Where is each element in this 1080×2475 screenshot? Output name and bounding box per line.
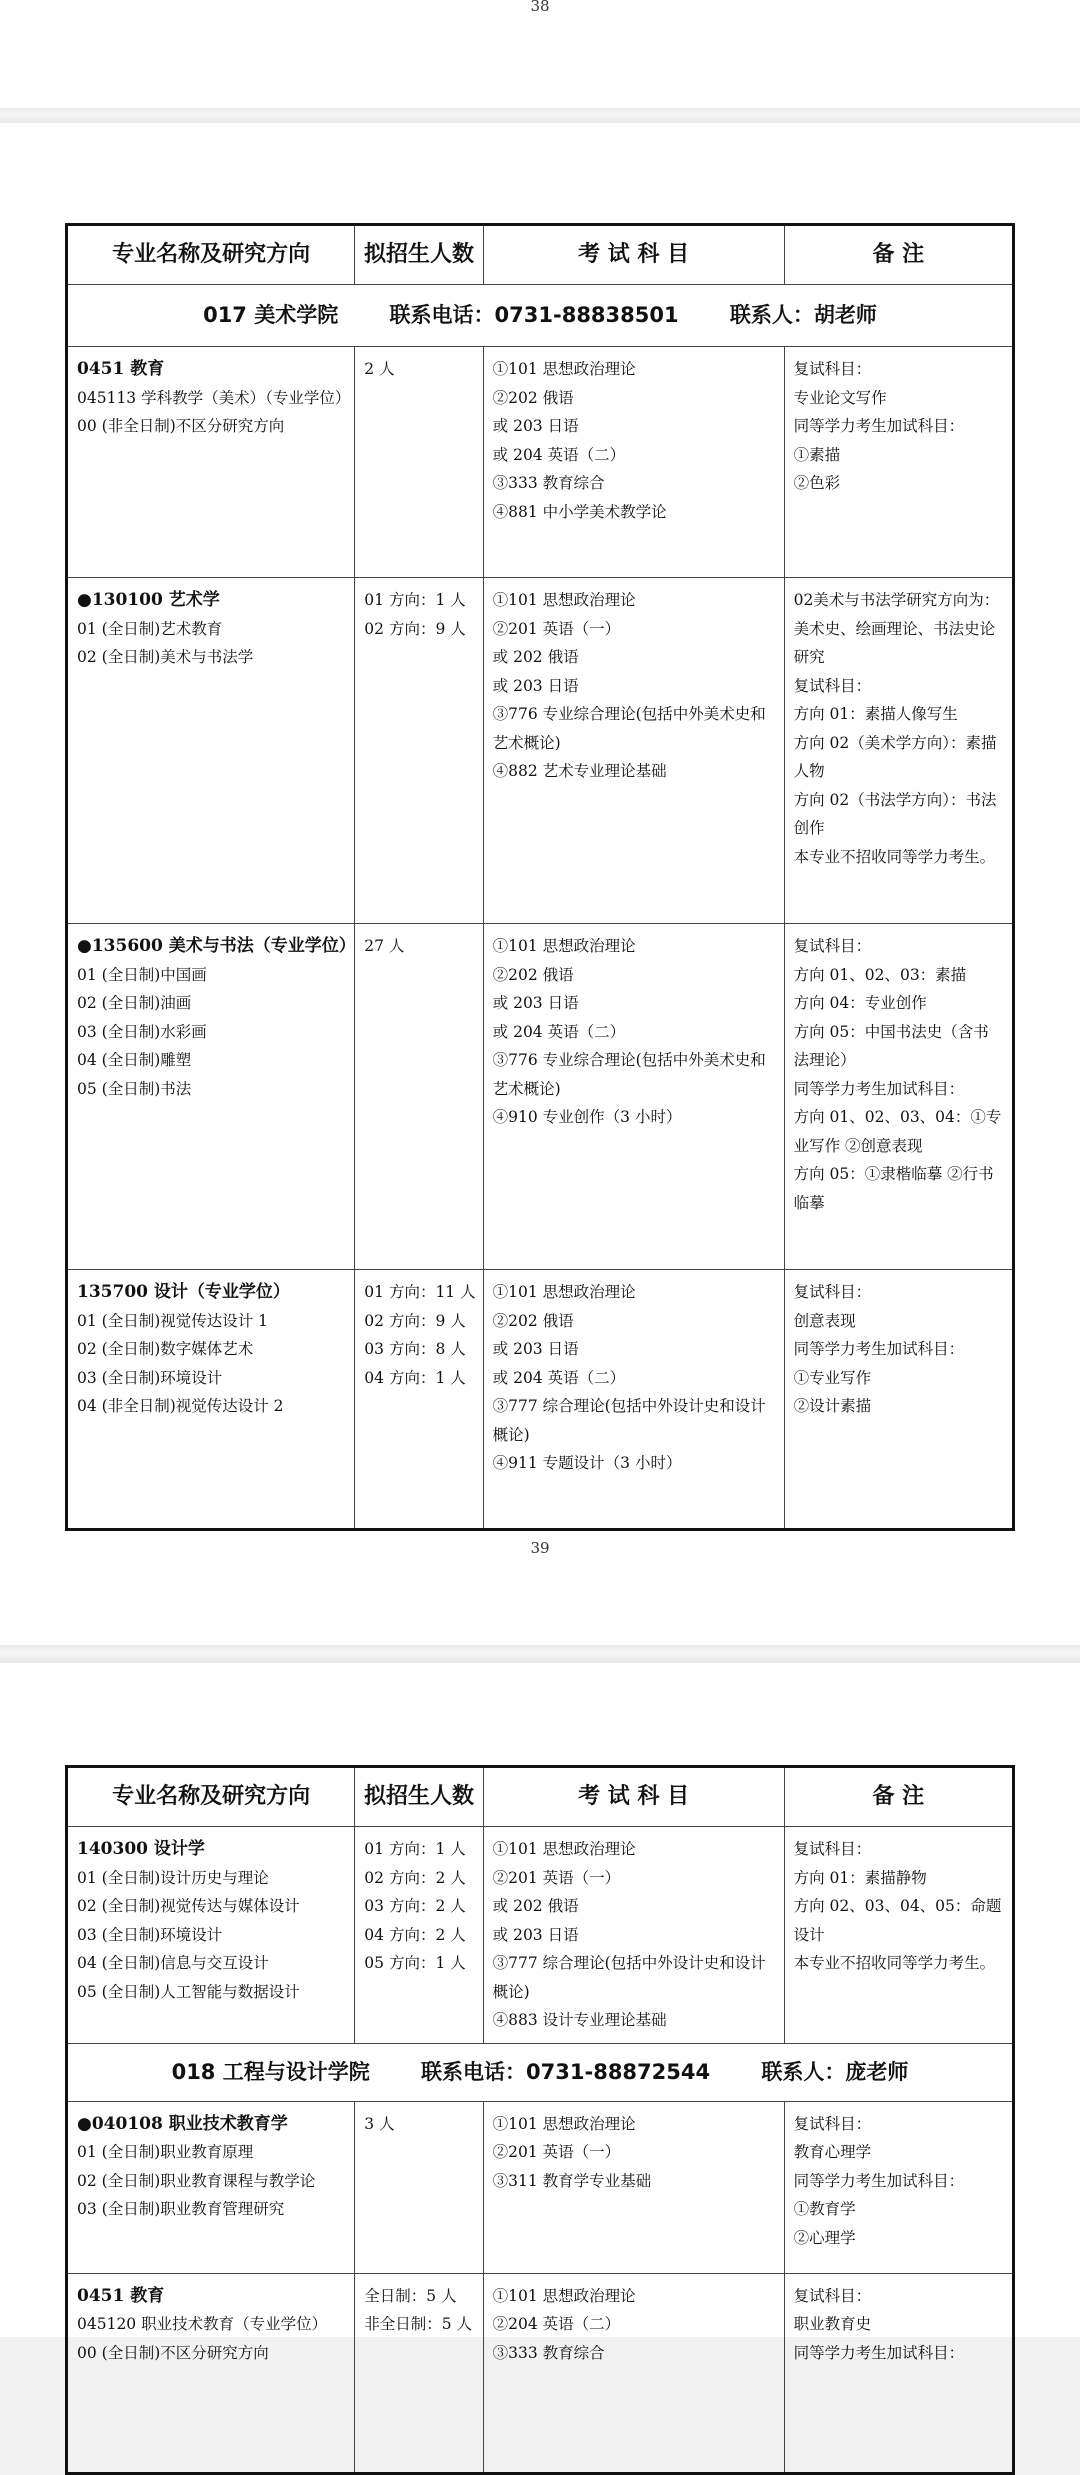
exam: ③777 综合理论(包括中外设计史和设计概论) (492, 1397, 766, 1444)
count: 01 方向：1 人 (364, 591, 466, 609)
college-phone: 联系电话：0731-88838501 (389, 303, 679, 328)
college-017 (67, 285, 1014, 347)
exam: ①101 思想政治理论 (492, 1840, 636, 1858)
note: 方向 04：专业创作 (793, 994, 927, 1012)
table-row (67, 2273, 1014, 2473)
note: 方向 01：素描静物 (793, 1868, 927, 1887)
exam: ③311 教育学专业基础 (492, 2171, 652, 2190)
direction: 04 (全日制)雕塑 (77, 1051, 192, 1069)
major-title: 0451 教育 (77, 359, 165, 379)
college-row (67, 2043, 1014, 2101)
header-count: 拟招生人数 (355, 1767, 483, 1827)
exam-cell (483, 1270, 784, 1530)
note: 方向 05：①隶楷临摹 ②行书临摹 (793, 1165, 994, 1212)
note: 方向 05：中国书法史（含书法理论） (793, 1022, 989, 1069)
exam: ④910 专业创作（3 小时） (492, 1108, 682, 1126)
notes-cell (784, 1270, 1013, 1530)
header-notes: 备 注 (784, 225, 1013, 285)
table-row (67, 347, 1014, 578)
note: 02美术与书法学研究方向为：美术史、绘画理论、书法史论研究 (793, 591, 1000, 666)
exam-cell (483, 578, 784, 924)
exam-cell (483, 2273, 784, 2473)
count-cell (355, 2273, 483, 2473)
note: 复试科目： (793, 1840, 872, 1858)
notes-cell (784, 924, 1013, 1270)
count: 全日制：5 人 (364, 2286, 457, 2305)
note: 职业教育史 (793, 2315, 872, 2333)
count-cell (355, 1827, 483, 2044)
exam: 或 202 俄语 (492, 648, 579, 666)
exam: ②202 俄语 (492, 388, 574, 407)
note: 复试科目： (793, 1283, 872, 1301)
major-cell (67, 924, 355, 1270)
college-name: 018 工程与设计学院 (171, 2059, 370, 2084)
major-cell (67, 347, 355, 578)
count: 3 人 (364, 2114, 395, 2133)
direction: 02 (全日制)职业教育课程与教学论 (77, 2171, 316, 2190)
notes-cell (784, 578, 1013, 924)
count-cell (355, 578, 483, 924)
exam: ④911 专题设计（3 小时） (492, 1454, 682, 1472)
exam-cell (483, 1827, 784, 2044)
college-phone: 联系电话：0731-88872544 (421, 2059, 711, 2084)
direction: 04 (非全日制)视觉传达设计 2 (77, 1397, 284, 1415)
count: 04 方向：2 人 (364, 1925, 466, 1944)
direction: 03 (全日制)水彩画 (77, 1022, 207, 1041)
direction: 05 (全日制)书法 (77, 1079, 192, 1098)
major-title: 135700 设计（专业学位） (77, 1282, 290, 1302)
exam: ③333 教育综合 (492, 474, 605, 492)
page-number: 39 (530, 1539, 550, 1557)
exam: ①101 思想政治理论 (492, 2114, 636, 2133)
direction: 01 (全日制)视觉传达设计 1 (77, 1311, 269, 1330)
note: 方向 02、03、04、05：命题设计 (793, 1897, 1002, 1944)
exam: ③776 专业综合理论(包括中外美术史和艺术概论) (492, 1051, 766, 1098)
direction: 04 (全日制)信息与交互设计 (77, 1954, 269, 1972)
count-cell (355, 2101, 483, 2273)
note: 同等学力考生加试科目： (793, 2343, 965, 2362)
direction: 01 (全日制)设计历史与理论 (77, 1868, 269, 1887)
exam-cell (483, 347, 784, 578)
page-39 (0, 123, 1080, 1645)
exam: 或 204 英语（二） (492, 445, 626, 464)
direction: 02 (全日制)视觉传达与媒体设计 (77, 1897, 300, 1915)
direction: 01 (全日制)职业教育原理 (77, 2143, 254, 2161)
exam: ①101 思想政治理论 (492, 2286, 636, 2305)
note: ①教育学 (793, 2200, 856, 2218)
notes-cell (784, 1827, 1013, 2044)
count: 非全日制：5 人 (364, 2315, 473, 2333)
direction: 02 (全日制)美术与书法学 (77, 648, 254, 666)
table-header-row (67, 225, 1014, 285)
major-code: 045120 职业技术教育（专业学位） (77, 2315, 328, 2333)
note: 本专业不招收同等学力考生。 (793, 1954, 996, 1972)
exam: ①101 思想政治理论 (492, 1283, 636, 1301)
direction: 00 (非全日制)不区分研究方向 (77, 417, 285, 435)
exam: ②202 俄语 (492, 1311, 574, 1330)
exam: ③333 教育综合 (492, 2343, 605, 2362)
table-header-row (67, 1767, 1014, 1827)
page-number: 38 (530, 0, 550, 15)
exam: ④883 设计专业理论基础 (492, 2011, 667, 2029)
notes-cell (784, 347, 1013, 578)
major-code: 045113 学科教学（美术）（专业学位） (77, 388, 351, 407)
exam: 或 203 日语 (492, 676, 579, 695)
direction: 05 (全日制)人工智能与数据设计 (77, 1982, 300, 2001)
note: 同等学力考生加试科目： (793, 1079, 965, 1098)
college-018 (67, 2043, 1014, 2101)
note: 复试科目： (793, 676, 872, 695)
exam: ④881 中小学美术教学论 (492, 502, 667, 521)
exam: 或 204 英语（二） (492, 1368, 626, 1387)
exam: 或 203 日语 (492, 1925, 579, 1944)
college-row (67, 285, 1014, 347)
count: 01 方向：11 人 (364, 1283, 476, 1301)
college-name: 017 美术学院 (203, 303, 339, 328)
major-cell (67, 1827, 355, 2044)
exam: 或 203 日语 (492, 1340, 579, 1358)
catalog-table (65, 223, 1015, 1531)
count-cell (355, 347, 483, 578)
count: 03 方向：8 人 (364, 1340, 466, 1358)
major-title: 140300 设计学 (77, 1839, 205, 1859)
count-cell (355, 924, 483, 1270)
note: 创意表现 (793, 1311, 856, 1330)
direction: 01 (全日制)中国画 (77, 965, 207, 984)
page-38 (0, 0, 1080, 108)
count: 02 方向：9 人 (364, 1311, 466, 1330)
note: ②心理学 (793, 2228, 856, 2247)
page-gap (0, 1645, 1080, 1663)
direction: 02 (全日制)油画 (77, 994, 192, 1012)
college-contact: 联系人：胡老师 (729, 303, 877, 328)
note: 复试科目： (793, 360, 872, 378)
exam: ③777 综合理论(包括中外设计史和设计概论) (492, 1954, 766, 2001)
college-contact: 联系人：庞老师 (761, 2059, 909, 2084)
exam: 或 204 英语（二） (492, 1022, 626, 1041)
direction: 03 (全日制)职业教育管理研究 (77, 2200, 285, 2218)
exam: ②202 俄语 (492, 965, 574, 984)
count: 03 方向：2 人 (364, 1897, 466, 1915)
header-count: 拟招生人数 (355, 225, 483, 285)
note: 同等学力考生加试科目： (793, 1340, 965, 1358)
note: ②色彩 (793, 474, 841, 492)
exam: ②201 英语（一） (492, 1868, 621, 1887)
direction: 00 (全日制)不区分研究方向 (77, 2343, 269, 2362)
exam-cell (483, 2101, 784, 2273)
direction: 02 (全日制)数字媒体艺术 (77, 1340, 254, 1358)
note: 方向 02（美术学方向）：素描人物 (793, 733, 997, 780)
direction: 03 (全日制)环境设计 (77, 1368, 223, 1387)
count: 02 方向：2 人 (364, 1868, 466, 1887)
note: 复试科目： (793, 2114, 872, 2133)
count: 02 方向：9 人 (364, 619, 466, 638)
count: 27 人 (364, 937, 405, 955)
note: ②设计素描 (793, 1397, 872, 1415)
table-row (67, 578, 1014, 924)
major-cell (67, 2101, 355, 2273)
catalog-table (65, 1765, 1015, 2475)
note: 复试科目： (793, 2286, 872, 2305)
count: 05 方向：1 人 (364, 1954, 466, 1972)
exam: ①101 思想政治理论 (492, 591, 636, 609)
note: 本专业不招收同等学力考生。 (793, 847, 996, 866)
major-title: ●130100 艺术学 (77, 590, 220, 610)
note: 方向 01、02、03、04：①专业写作 ②创意表现 (793, 1108, 1002, 1155)
note: 教育心理学 (793, 2143, 872, 2161)
note: 方向 01、02、03：素描 (793, 965, 967, 984)
exam-cell (483, 924, 784, 1270)
major-cell (67, 1270, 355, 1530)
note: ①素描 (793, 445, 841, 464)
note: ①专业写作 (793, 1368, 872, 1387)
exam: ③776 专业综合理论(包括中外美术史和艺术概论) (492, 705, 766, 752)
exam: 或 203 日语 (492, 994, 579, 1012)
count: 2 人 (364, 360, 395, 378)
note: 同等学力考生加试科目： (793, 417, 965, 435)
note: 复试科目： (793, 937, 872, 955)
major-cell (67, 578, 355, 924)
exam: ②204 英语（二） (492, 2315, 621, 2333)
table-row (67, 924, 1014, 1270)
exam: ①101 思想政治理论 (492, 937, 636, 955)
page-40 (0, 1663, 1080, 2362)
table-row (67, 1270, 1014, 1530)
major-cell (67, 2273, 355, 2473)
table-row (67, 1827, 1014, 2044)
major-title: 0451 教育 (77, 2285, 165, 2306)
direction: 03 (全日制)环境设计 (77, 1925, 223, 1944)
exam: 或 203 日语 (492, 417, 579, 435)
exam: 或 202 俄语 (492, 1897, 579, 1915)
note: 同等学力考生加试科目： (793, 2171, 965, 2190)
page-gap (0, 108, 1080, 123)
note: 方向 01：素描人像写生 (793, 705, 958, 723)
note: 方向 02（书法学方向）：书法创作 (793, 790, 997, 837)
major-title: ●135600 美术与书法（专业学位） (77, 936, 356, 956)
exam: ②201 英语（一） (492, 619, 621, 638)
major-title: ●040108 职业技术教育学 (77, 2113, 288, 2134)
exam: ①101 思想政治理论 (492, 360, 636, 378)
count-cell (355, 1270, 483, 1530)
notes-cell (784, 2273, 1013, 2473)
header-major: 专业名称及研究方向 (67, 225, 355, 285)
count: 04 方向：1 人 (364, 1368, 466, 1387)
header-notes: 备 注 (784, 1767, 1013, 1827)
direction: 01 (全日制)艺术教育 (77, 619, 223, 638)
note: 专业论文写作 (793, 388, 887, 407)
header-exams: 考 试 科 目 (483, 225, 784, 285)
header-major: 专业名称及研究方向 (67, 1767, 355, 1827)
notes-cell (784, 2101, 1013, 2273)
header-exams: 考 试 科 目 (483, 1767, 784, 1827)
table-row (67, 2101, 1014, 2273)
count: 01 方向：1 人 (364, 1840, 466, 1858)
exam: ④882 艺术专业理论基础 (492, 762, 667, 780)
exam: ②201 英语（一） (492, 2143, 621, 2161)
